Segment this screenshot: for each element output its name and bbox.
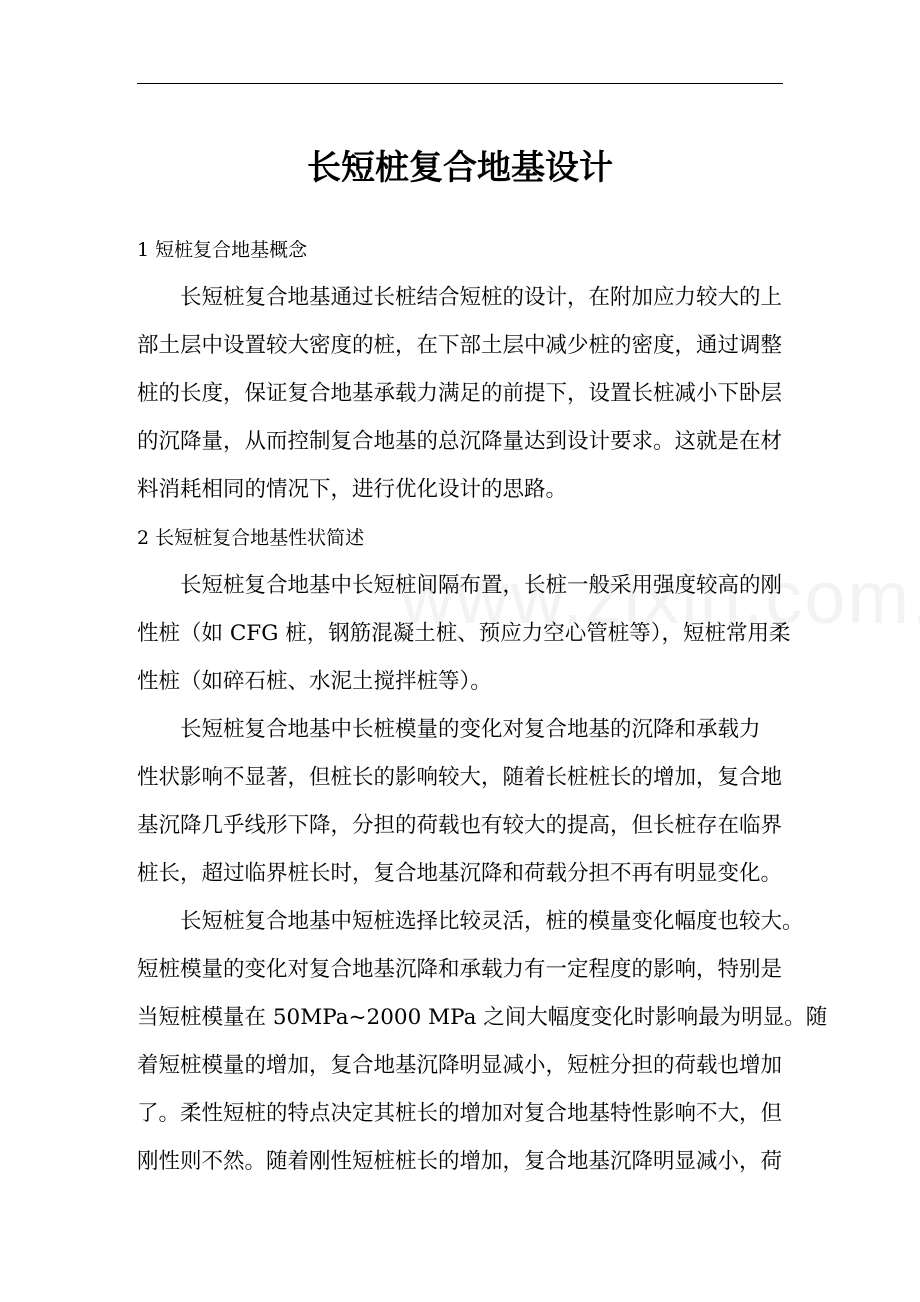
text-line: 长短桩复合地基中长短桩间隔布置，长桩一般采用强度较高的刚: [180, 573, 783, 598]
section-heading-1: 1 短桩复合地基概念: [137, 239, 308, 261]
text-line: 长短桩复合地基中长桩模量的变化对复合地基的沉降和承载力: [180, 717, 761, 742]
text-line: 长短桩复合地基中短桩选择比较灵活，桩的模量变化幅度也较大。: [180, 909, 804, 934]
text-line: 性状影响不显著，但桩长的影响较大，随着长桩桩长的增加，复合地: [137, 765, 783, 790]
text-line: 刚性则不然。随着刚性短桩桩长的增加，复合地基沉降明显减小，荷: [137, 1149, 783, 1174]
text-line: 短桩模量的变化对复合地基沉降和承载力有一定程度的影响，特别是: [137, 957, 783, 982]
text-line: 当短桩模量在 50MPa~2000 MPa 之间大幅度变化时影响最为明显。随: [137, 1005, 828, 1030]
text-line: 了。柔性短桩的特点决定其桩长的增加对复合地基特性影响不大，但: [137, 1101, 783, 1126]
paragraph: [137, 562, 791, 706]
text-line: 部土层中设置较大密度的桩，在下部土层中减少桩的密度，通过调整: [137, 333, 783, 358]
text-line: 桩长，超过临界桩长时，复合地基沉降和荷载分担不再有明显变化。: [137, 861, 783, 886]
text-line: 的沉降量，从而控制复合地基的总沉降量达到设计要求。这就是在材: [137, 429, 783, 454]
paragraph: [137, 898, 828, 1186]
text-line: 性桩（如碎石桩、水泥土搅拌桩等）。: [137, 669, 492, 694]
text-line: 基沉降几乎线形下降，分担的荷载也有较大的提高，但长桩存在临界: [137, 813, 783, 838]
paragraph: [137, 706, 791, 898]
text-line: 性桩（如 CFG 桩，钢筋混凝土桩、预应力空心管桩等），短桩常用柔: [137, 621, 791, 646]
paragraph: [137, 274, 791, 514]
document-title: 长短桩复合地基设计: [307, 148, 613, 188]
text-line: 着短桩模量的增加，复合地基沉降明显减小，短桩分担的荷载也增加: [137, 1053, 783, 1078]
text-line: 料消耗相同的情况下，进行优化设计的思路。: [137, 477, 568, 502]
document-body: [137, 226, 828, 1186]
text-line: 桩的长度，保证复合地基承载力满足的前提下，设置长桩减小下卧层: [137, 381, 783, 406]
header-rule: [137, 83, 783, 84]
section-heading-2: 2 长短桩复合地基性状简述: [137, 527, 365, 549]
text-line: 长短桩复合地基通过长桩结合短桩的设计，在附加应力较大的上: [180, 285, 783, 310]
